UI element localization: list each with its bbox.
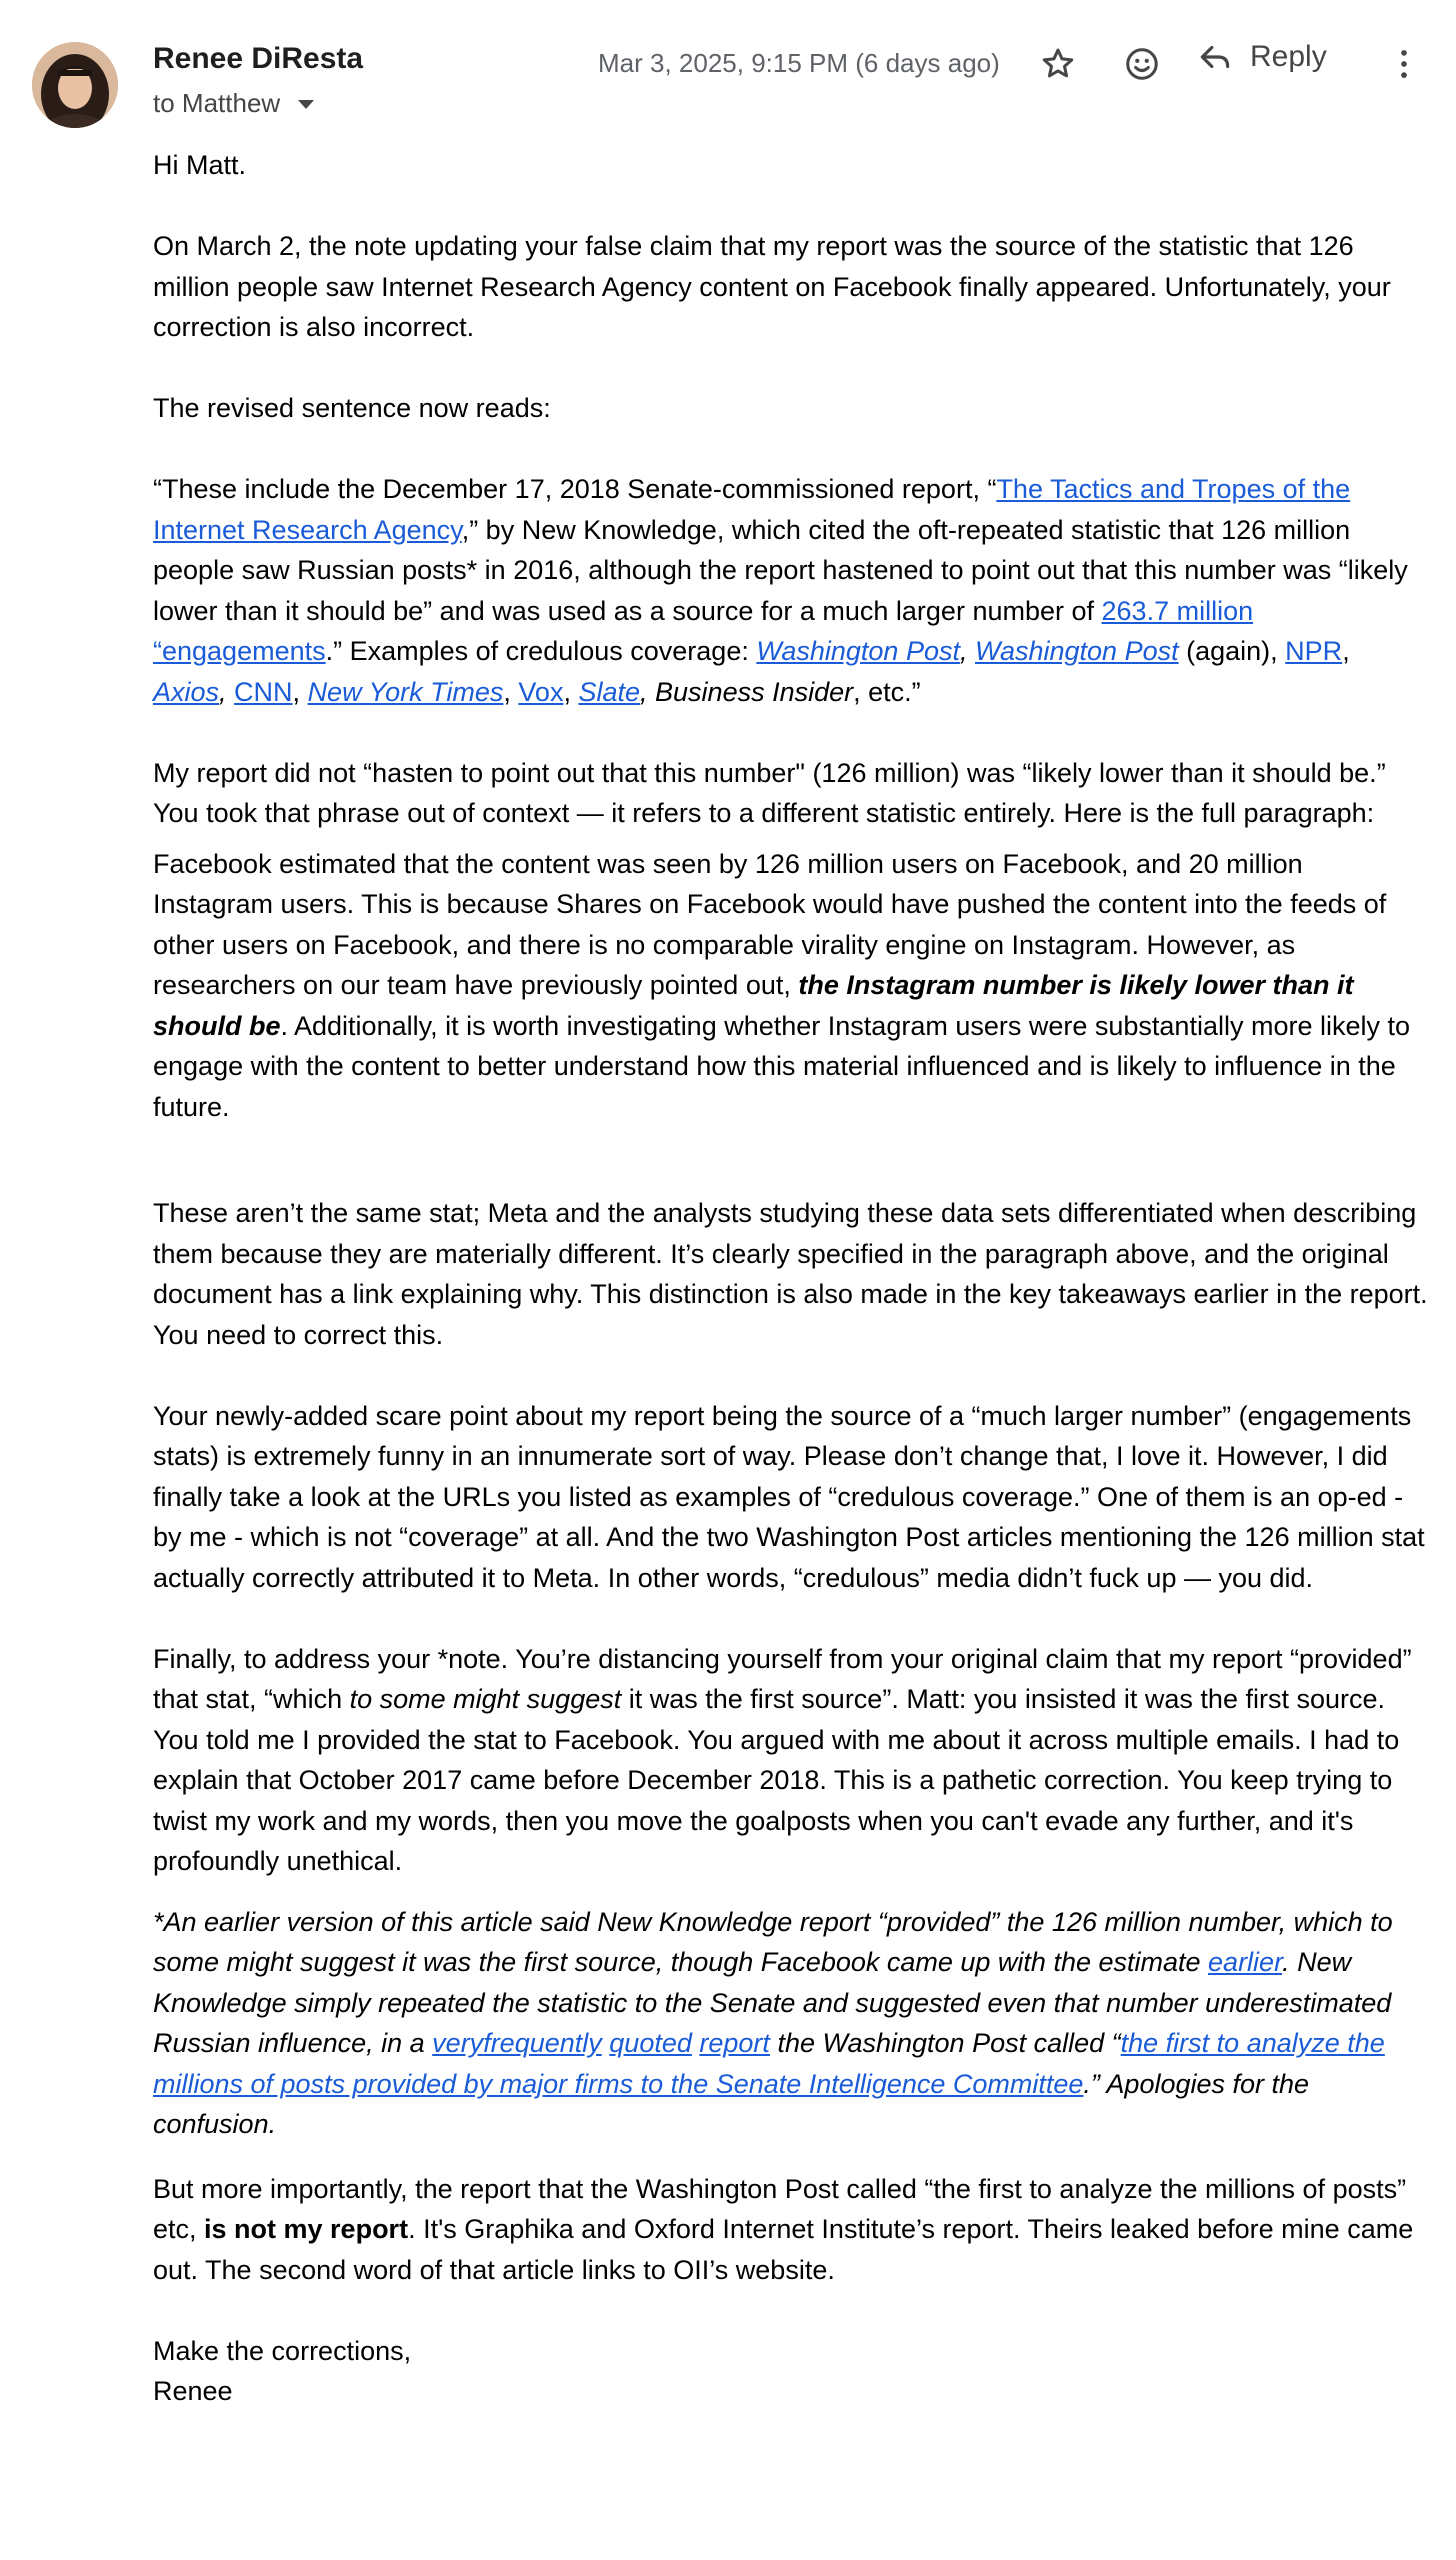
paragraph-6: Your newly-added scare point about my report being the source of a “much larger number” (engagements stats) is extremely funny in an innumerate sort of way. Please don’t change that, I love it. However, I did finally take a look at the URLs you listed as examples of “credulous coverage.” One of them is an op-ed - by me - which is not “coverage” at all. And the two Washington Post articles mentioning the 126 million stat actually correctly attributed it to Meta. In other words, “credulous” media didn’t fuck up — you did. — [153, 1400, 1425, 1593]
link-cnn[interactable]: CNN — [234, 676, 293, 707]
link-slate[interactable]: Slate — [578, 676, 641, 707]
blockquote-article-note: *An earlier version of this article said New Knowledge report “provided” the 126 million number, which to some might suggest it was the first source, though Facebook came up with the estimate earlier. New Knowledge simply repeated the statistic to the Senate and suggested even that number underestimated Russian influence, in a veryfrequently quoted report the Washington Post called “the first to analyze the millions of posts provided by major firms to the Senate Intelligence Committee.” Apologies for the confusion. — [153, 1906, 1393, 2139]
link-very[interactable]: very — [432, 2028, 484, 2058]
paragraph-7: Finally, to address your *note. You’re distancing yourself from your original claim that my report “provided” that stat, “which to some might suggest it was the first source”. Matt: you insisted it was the first source. You told me I provided the stat to Facebook. You argued with me about it across multiple emails. I had to explain that October 2017 came before December 2018. This is a pathetic correction. You keep trying to twist my work and my words, then you move the goalposts when you can't evade any further, and it's profoundly unethical. — [153, 1643, 1412, 1876]
sender-name: Renee DiResta — [153, 42, 364, 75]
paragraph-4: My report did not “hasten to point out that this number" (126 million) was “likely lower than it should be.” You took that phrase out of context — it refers to a different statistic entirely. Here is the full paragraph: — [153, 757, 1386, 828]
link-washington-post-2[interactable]: Washington Post — [974, 636, 1179, 666]
business-insider-text: Business Insider — [655, 676, 854, 707]
paragraph-1: On March 2, the note updating your false claim that my report was the source of the statistic that 126 million people saw Internet Research Agency content on Facebook finally appeared. Unfortunately, your correction is also incorrect. — [153, 231, 1391, 342]
paragraph-2: The revised sentence now reads: — [153, 393, 551, 423]
link-frequently[interactable]: frequently — [483, 2028, 602, 2058]
more-options-icon[interactable] — [1380, 40, 1428, 88]
paragraph-8: But more importantly, the report that the Washington Post called “the first to analyze the millions of posts” etc, is not my report. It's Graphika and Oxford Internet Institute’s report. Theirs leaked before mine came out. The second word of that article links to OII’s website. — [153, 2173, 1414, 2285]
link-first-to-analyze[interactable]: the first to analyze the millions of posts provided by major firms to the Senate Intelligence Committee — [153, 2028, 1385, 2099]
emphasis-instagram: the Instagram number is likely lower than it should be — [153, 970, 1354, 1041]
reply-label: Reply — [1250, 40, 1327, 73]
emoji-reaction-icon[interactable] — [1118, 40, 1166, 88]
signature: Renee — [153, 2376, 233, 2406]
link-report[interactable]: report — [699, 2028, 770, 2058]
star-icon[interactable] — [1034, 40, 1082, 88]
link-tactics-and-tropes[interactable]: The Tactics and Tropes of the Internet Research Agency — [153, 474, 1351, 545]
reply-icon — [1196, 38, 1234, 76]
link-axios[interactable]: Axios — [153, 676, 220, 707]
link-washington-post-1[interactable]: Washington Post — [756, 636, 960, 666]
chevron-down-icon[interactable] — [298, 100, 314, 109]
link-quoted[interactable]: quoted — [609, 2028, 692, 2058]
recipient-name: Matthew — [181, 88, 281, 118]
recipient-prefix: to Matthew — [153, 88, 281, 118]
link-npr[interactable]: NPR — [1285, 636, 1343, 666]
blockquote-report-excerpt: Facebook estimated that the content was seen by 126 million users on Facebook, and 20 million Instagram users. This is because Shares on Facebook would have pushed the content into the feeds of other users on Facebook, and there is no comparable virality engine on Instagram. However, as researchers on our team have previously pointed out, the Instagram number is likely lower than it should be. Additionally, it is worth investigating whether Instagram users were substantially more likely to engage with the content to better understand how this material influenced and is likely to influence in the future. — [153, 848, 1411, 1122]
paragraph-5: These aren’t the same stat; Meta and the analysts studying these data sets differentiated when describing them because they are materially different. It’s clearly specified in the paragraph above, and the original document has a link explaining why. This distinction is also made in the key takeaways earlier in the report. You need to correct this. — [153, 1198, 1428, 1350]
message-body — [153, 145, 1428, 2412]
greeting: Hi Matt. — [153, 150, 247, 180]
message-date: Mar 3, 2025, 9:15 PM (6 days ago) — [598, 48, 1000, 78]
link-earlier[interactable]: earlier — [1208, 1947, 1283, 1977]
paragraph-3: “These include the December 17, 2018 Senate-commissioned report, “The Tactics and Tropes of the Internet Research Agency,” by New Knowledge, which cited the oft-repeated statistic that 126 million people saw Russian posts* in 2016, although the report hastened to point out that this number was “likely lower than it should be” and was used as a source for a much larger number of 263.7 million “engagements.” Examples of credulous coverage: Washington Post, Washington Post (again), NPR, Axios, CNN, New York Times, Vox, Slate, Business Insider, etc.” — [153, 474, 1408, 707]
signoff: Make the corrections, — [153, 2335, 412, 2366]
recipient-details-toggle[interactable] — [153, 88, 314, 119]
avatar[interactable] — [32, 42, 118, 128]
reply-button[interactable] — [1196, 38, 1327, 76]
sender-photo — [32, 42, 118, 128]
link-vox[interactable]: Vox — [518, 676, 564, 707]
link-engagements[interactable]: 263.7 million “engagements — [153, 595, 1254, 666]
link-new-york-times[interactable]: New York Times — [307, 676, 504, 707]
